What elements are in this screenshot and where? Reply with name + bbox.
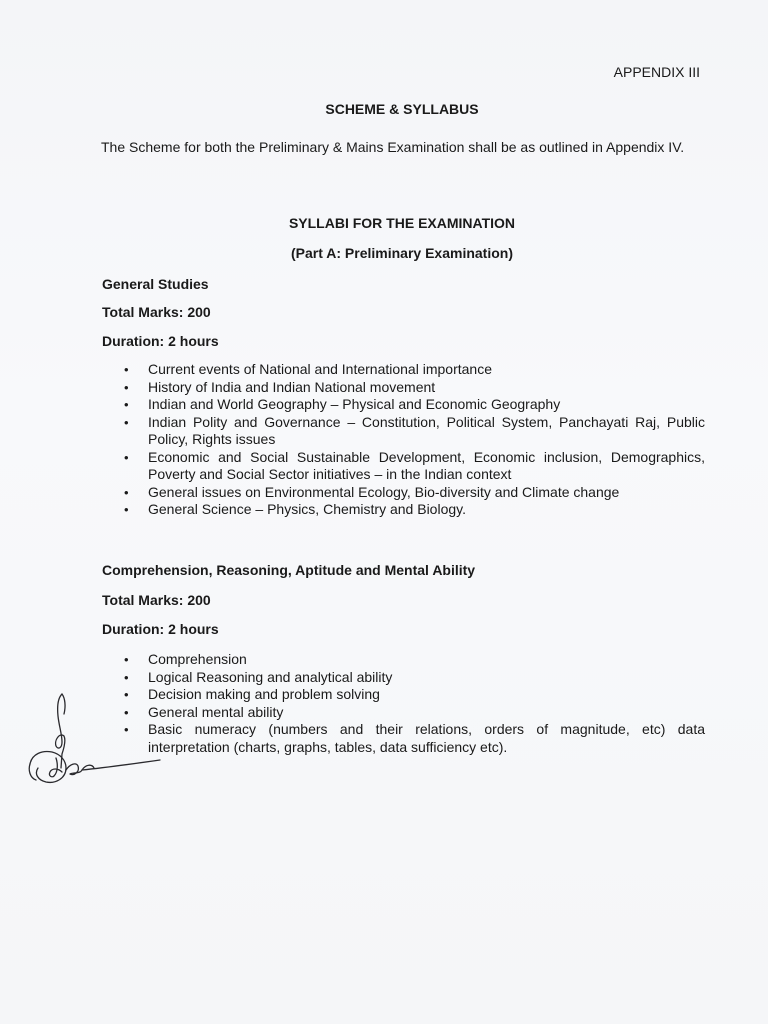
topic-text: Indian Polity and Governance – Constitution, Political System, Panchayati Raj, Public Policy, Rights issues <box>148 413 705 447</box>
paper1-duration: Duration: 2 hours <box>102 333 219 349</box>
topic-text: General Science – Physics, Chemistry and Biology. <box>148 501 466 517</box>
topic-text: General mental ability <box>148 703 284 720</box>
document-title: SCHEME & SYLLABUS <box>325 101 479 117</box>
bullet-icon: • <box>124 397 129 412</box>
list-item <box>102 361 705 379</box>
topic-text: Indian and World Geography – Physical and Economic Geography <box>148 396 561 412</box>
list-item <box>102 396 705 414</box>
topic-text: Comprehension <box>148 651 247 667</box>
paper2-title: Comprehension, Reasoning, Aptitude and Mental Ability <box>102 562 476 578</box>
topic-text: Economic and Social Sustainable Development, Economic inclusion, Demographics, Poverty and Social Sector initiatives – in the Indian context <box>148 448 705 482</box>
topic-text: Current events of National and International importance <box>148 361 492 377</box>
paper2-duration: Duration: 2 hours <box>102 621 219 637</box>
intro-paragraph: The Scheme for both the Preliminary & Mains Examination shall be as outlined in Appendix IV. <box>101 139 685 155</box>
part-heading: (Part A: Preliminary Examination) <box>291 245 513 261</box>
bullet-icon: • <box>124 704 129 720</box>
list-item <box>102 449 705 484</box>
bullet-icon: • <box>124 379 129 395</box>
bullet-icon: • <box>124 722 129 737</box>
list-item <box>102 704 705 722</box>
list-item <box>102 686 705 704</box>
topic-text: Decision making and problem solving <box>148 686 380 702</box>
topic-text: General issues on Environmental Ecology, Bio-diversity and Climate change <box>148 483 620 500</box>
list-item <box>102 484 705 502</box>
signature-icon <box>22 690 167 790</box>
bullet-icon: • <box>124 484 129 500</box>
bullet-icon: • <box>124 652 129 667</box>
bullet-icon: • <box>124 449 129 465</box>
bullet-icon: • <box>124 362 129 377</box>
list-item <box>102 669 705 687</box>
list-item <box>102 379 705 397</box>
topic-text: Basic numeracy (numbers and their relations, orders of magnitude, etc) data interpretation (charts, graphs, tables, data sufficiency etc). <box>148 721 705 755</box>
bullet-icon: • <box>124 502 129 517</box>
list-item <box>102 721 705 756</box>
bullet-icon: • <box>124 414 129 430</box>
bullet-icon: • <box>124 687 129 702</box>
syllabi-heading: SYLLABI FOR THE EXAMINATION <box>288 215 516 231</box>
paper1-topic-list <box>102 361 705 519</box>
paper1-total-marks: Total Marks: 200 <box>102 304 211 320</box>
list-item <box>102 651 705 669</box>
paper2-total-marks: Total Marks: 200 <box>102 592 211 608</box>
topic-text: History of India and Indian National movement <box>148 378 436 395</box>
paper1-title: General Studies <box>102 276 209 292</box>
paper2-topic-list <box>102 651 705 756</box>
bullet-icon: • <box>124 669 129 685</box>
list-item <box>102 501 705 519</box>
appendix-label: APPENDIX III <box>613 64 700 80</box>
list-item <box>102 414 705 449</box>
topic-text: Logical Reasoning and analytical ability <box>148 668 393 685</box>
